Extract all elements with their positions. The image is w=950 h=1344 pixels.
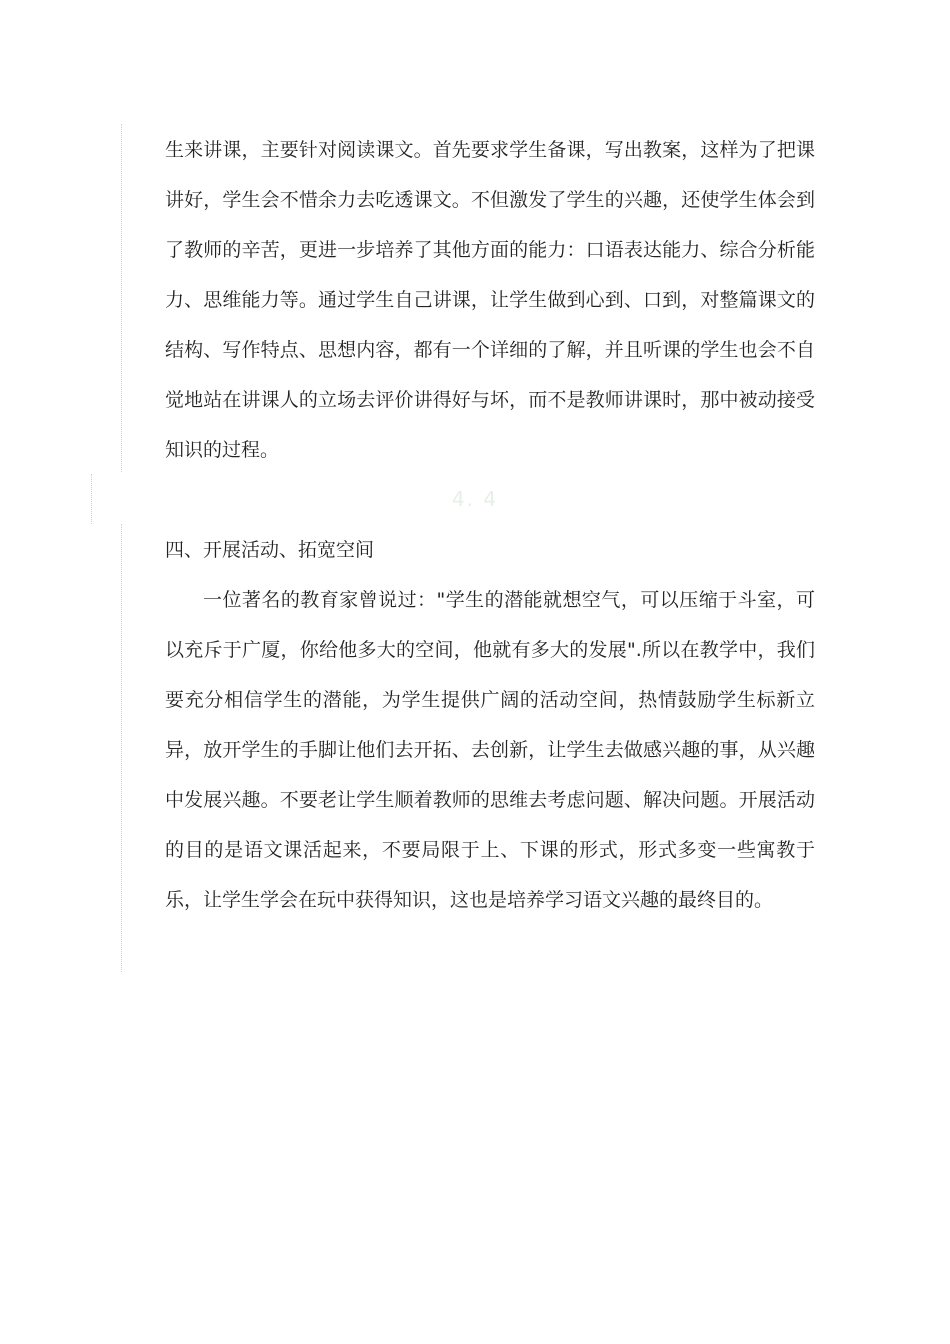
section-heading: 四、开展活动、拓宽空间	[165, 539, 375, 561]
page-number: 4. 4	[451, 487, 499, 511]
margin-rule-top	[121, 124, 122, 472]
body-paragraph-2: 一位著名的教育家曾说过："学生的潜能就想空气，可以压缩于斗室，可以充斥于广厦，你给他多大的空间，他就有多大的发展".所以在教学中，我们要充分相信学生的潜能，为学生提供广阔的活动空间，热情鼓励学生标新立异，放开学生的手脚让他们去开拓、去创新，让学生去做感兴趣的事，从兴趣中发展兴趣。不要老让学生顺着教师的思维去考虑问题、解决问题。开展活动的目的是语文课活起来，不要局限于上、下课的形式，形式多变一些寓教于乐，让学生学会在玩中获得知识，这也是培养学习语文兴趣的最终目的。	[165, 589, 815, 911]
body-paragraph-1: 生来讲课，主要针对阅读课文。首先要求学生备课，写出教案，这样为了把课讲好，学生会不惜余力去吃透课文。不但激发了学生的兴趣，还使学生体会到了教师的辛苦，更进一步培养了其他方面的能力：口语表达能力、综合分析能力、思维能力等。通过学生自己讲课，让学生做到心到、口到，对整篇课文的结构、写作特点、思想内容，都有一个详细的了解，并且听课的学生也会不自觉地站在讲课人的立场去评价讲得好与坏，而不是教师讲课时，那中被动接受知识的过程。	[165, 139, 815, 461]
margin-rule-bottom	[121, 524, 122, 972]
